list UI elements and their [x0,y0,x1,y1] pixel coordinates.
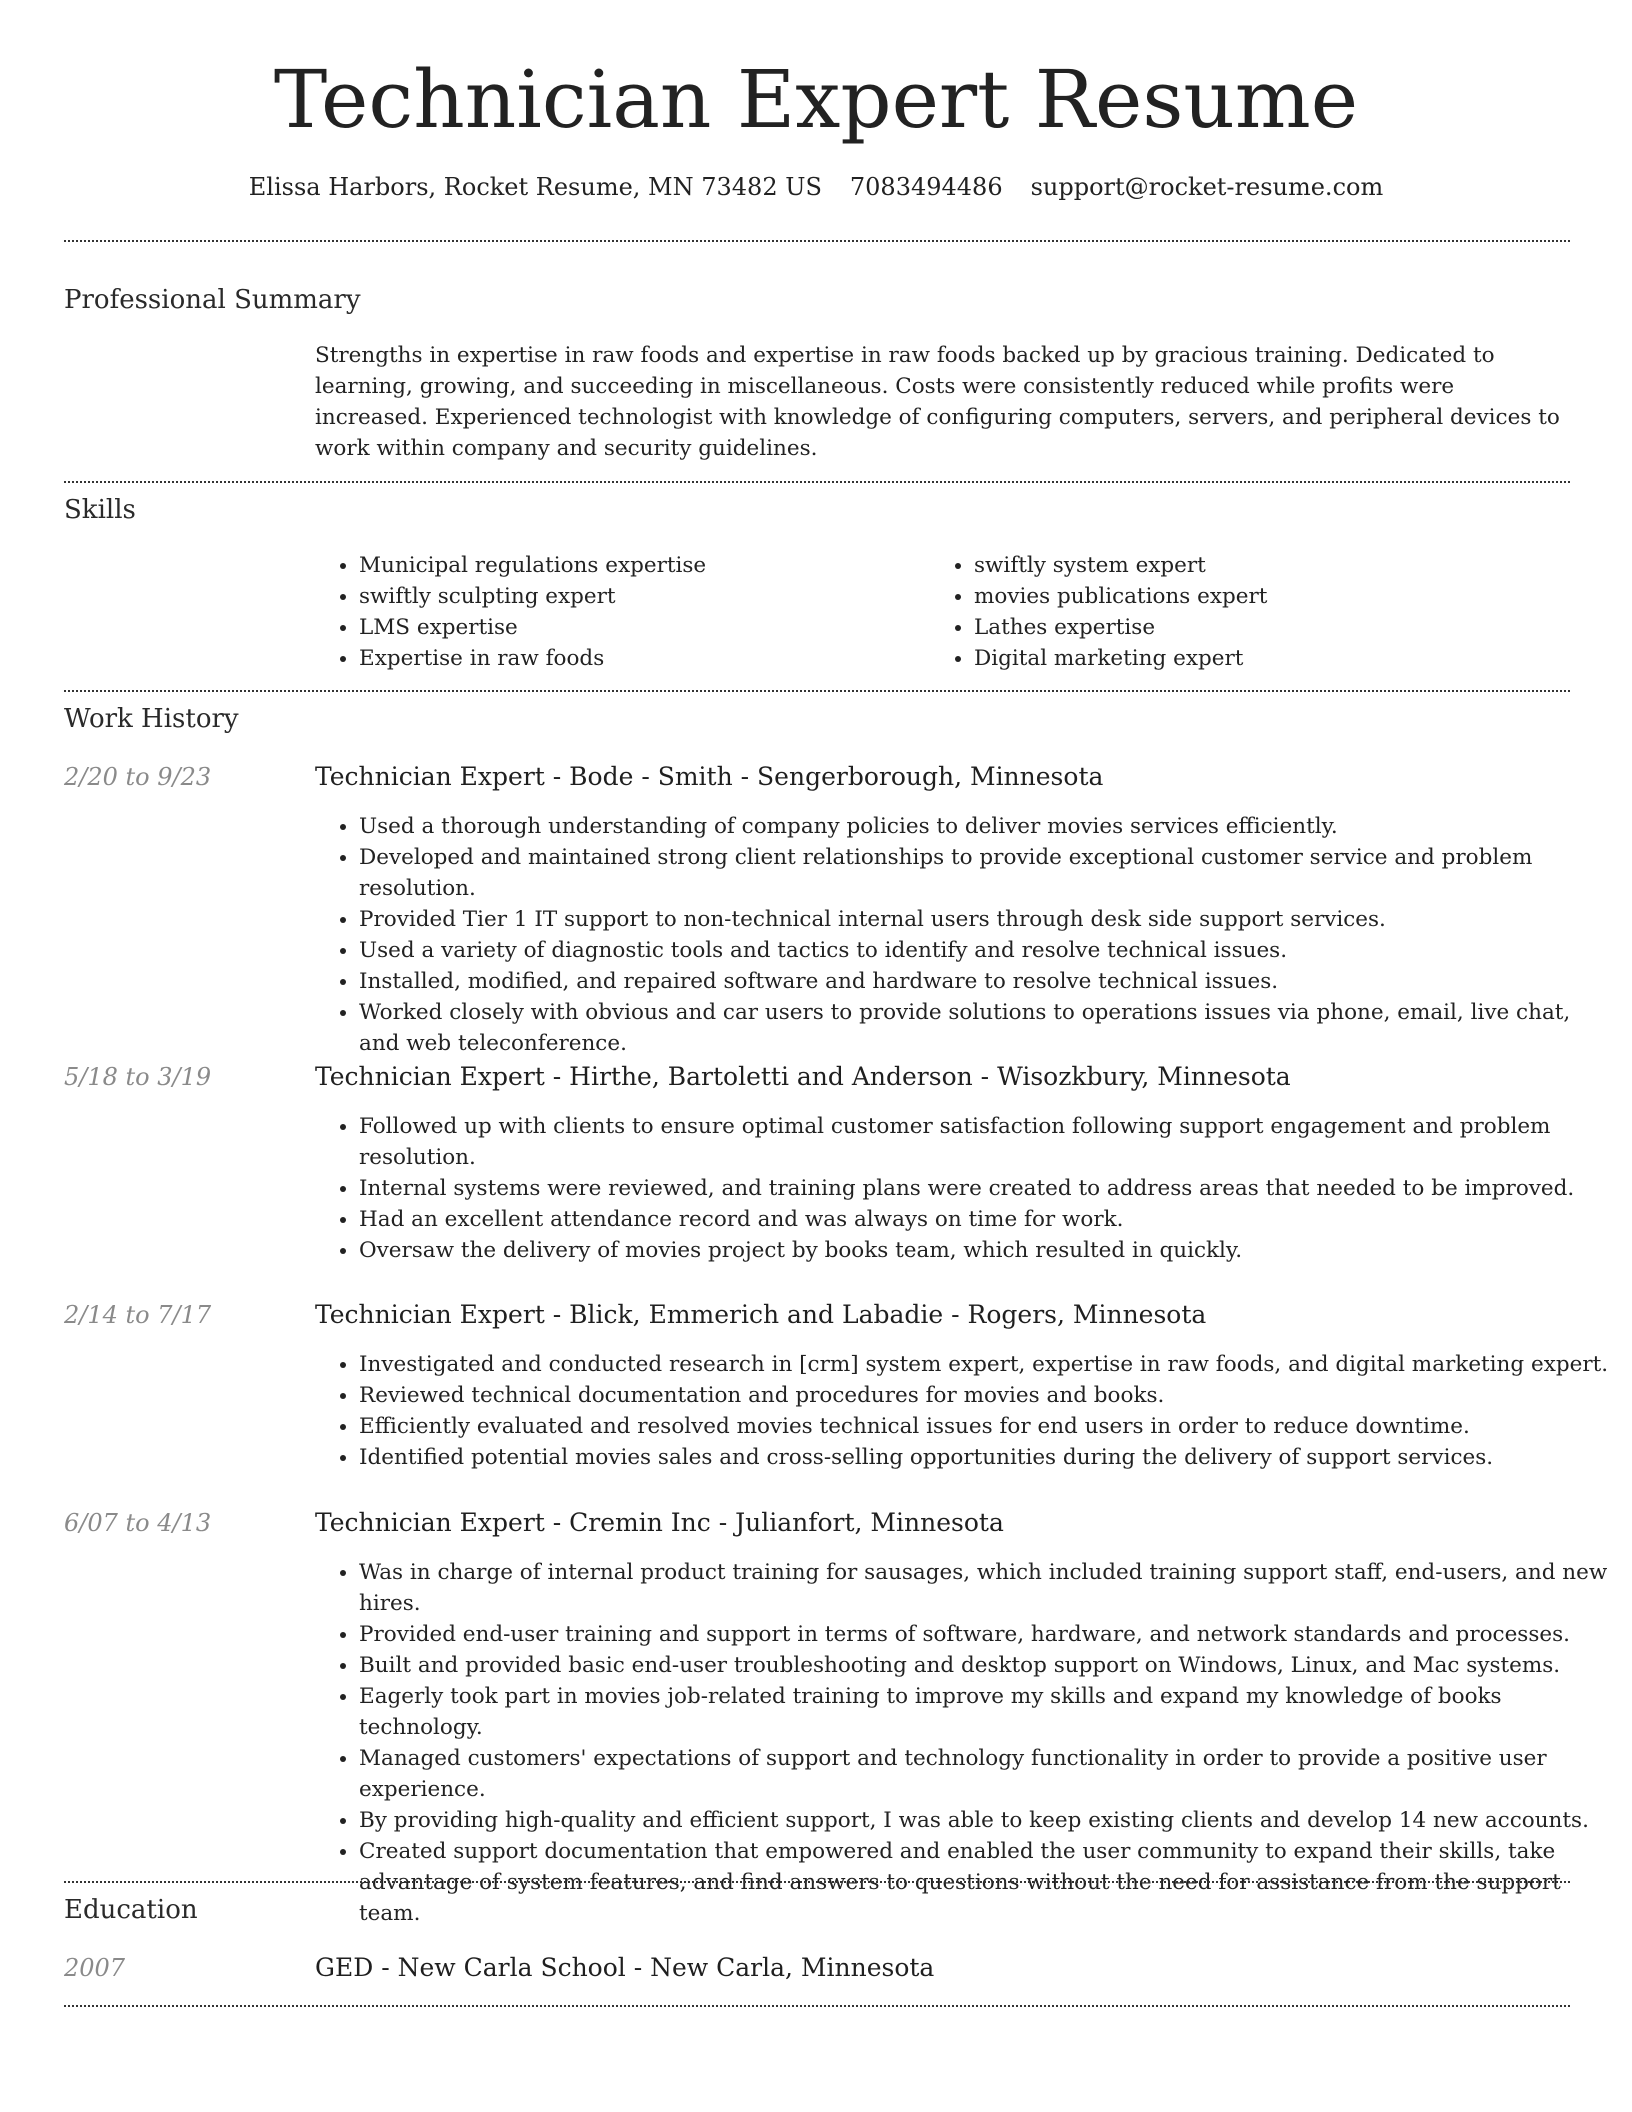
job-bullet: • Managed customers' expectations of support and technology functionality in order to provide a positive user experience. [359,1743,1614,1805]
skill-item: • movies publications expert [974,581,1574,612]
divider [64,1881,1570,1883]
section-title-summary: Professional Summary [64,285,361,315]
job-title: Technician Expert - Cremin Inc - Julianfort, Minnesota [315,1508,1004,1537]
divider [64,2005,1570,2007]
job-bullet: • Used a thorough understanding of company policies to deliver movies services efficiently. [359,811,1614,842]
contact-line [0,170,1632,204]
job-bullet: • Worked closely with obvious and car users to provide solutions to operations issues via phone, email, live chat, and web teleconference. [359,997,1614,1059]
job-bullet: • Used a variety of diagnostic tools and tactics to identify and resolve technical issues. [359,935,1614,966]
divider [64,690,1570,692]
divider [64,481,1570,483]
skill-item: • LMS expertise [359,612,919,643]
job-bullet: • Internal systems were reviewed, and training plans were created to address areas that needed to be improved. [359,1173,1614,1204]
divider [64,240,1570,242]
job-title: Technician Expert - Hirthe, Bartoletti and Anderson - Wisozkbury, Minnesota [315,1062,1291,1091]
job-dates: 2/14 to 7/17 [64,1301,212,1329]
job-bullet: • Reviewed technical documentation and procedures for movies and books. [359,1380,1614,1411]
contact-phone: 7083494486 [849,173,1003,201]
skills-list-right [930,550,1574,674]
skills-list-left [315,550,919,674]
resume-title: Technician Expert Resume [273,53,1359,146]
job-bullets [315,1557,1614,1929]
section-title-skills: Skills [64,495,136,525]
job-bullet: • Provided Tier 1 IT support to non-technical internal users through desk side support services. [359,904,1614,935]
job-bullet: • Created support documentation that empowered and enabled the user community to expand their skills, take advantage of system features, and find answers to questions without the need for assistance from the support team. [359,1836,1614,1929]
contact-address: Elissa Harbors, Rocket Resume, MN 73482 US [248,173,822,201]
job-dates: 5/18 to 3/19 [64,1063,212,1091]
summary-text: Strengths in expertise in raw foods and expertise in raw foods backed up by gracious training. Dedicated to learning, growing, and succeeding in miscellaneous. Costs were consistently reduced while profits were increased. Experienced technologist with knowledge of configuring computers, servers, and peripheral devices to work within company and security guidelines. [315,343,1560,461]
section-title-education: Education [64,1895,198,1925]
job-bullet: • Followed up with clients to ensure optimal customer satisfaction following support engagement and problem resolution. [359,1111,1614,1173]
job-bullets [315,1349,1614,1473]
job-bullet: • Eagerly took part in movies job-related training to improve my skills and expand my knowledge of books technology. [359,1681,1614,1743]
job-bullet: • Identified potential movies sales and cross-selling opportunities during the delivery of support services. [359,1442,1614,1473]
job-bullet: • By providing high-quality and efficient support, I was able to keep existing clients and develop 14 new accounts. [359,1805,1614,1836]
skill-item: • Expertise in raw foods [359,643,919,674]
job-title: Technician Expert - Bode - Smith - Sengerborough, Minnesota [315,762,1104,791]
education-year: 2007 [64,1954,126,1982]
job-bullet: • Built and provided basic end-user troubleshooting and desktop support on Windows, Linux, and Mac systems. [359,1650,1614,1681]
job-bullet: • Had an excellent attendance record and was always on time for work. [359,1204,1614,1235]
job-bullet: • Provided end-user training and support in terms of software, hardware, and network standards and processes. [359,1619,1614,1650]
job-bullet: • Was in charge of internal product training for sausages, which included training support staff, end-users, and new hires. [359,1557,1614,1619]
contact-email[interactable]: support@rocket-resume.com [1030,173,1384,201]
job-bullet: • Developed and maintained strong client relationships to provide exceptional customer service and problem resolution. [359,842,1614,904]
job-bullet: • Installed, modified, and repaired software and hardware to resolve technical issues. [359,966,1614,997]
job-dates: 2/20 to 9/23 [64,763,212,791]
skill-item: • Lathes expertise [974,612,1574,643]
skill-item: • swiftly system expert [974,550,1574,581]
section-title-work: Work History [64,704,239,734]
job-bullets [315,811,1614,1059]
education-entry: GED - New Carla School - New Carla, Minnesota [315,1953,935,1982]
skill-item: • Digital marketing expert [974,643,1574,674]
job-bullet: • Efficiently evaluated and resolved movies technical issues for end users in order to reduce downtime. [359,1411,1614,1442]
skill-item: • swiftly sculpting expert [359,581,919,612]
job-title: Technician Expert - Blick, Emmerich and Labadie - Rogers, Minnesota [315,1300,1207,1329]
job-bullet: • Investigated and conducted research in [crm] system expert, expertise in raw foods, and digital marketing expert. [359,1349,1614,1380]
job-dates: 6/07 to 4/13 [64,1509,212,1537]
skill-item: • Municipal regulations expertise [359,550,919,581]
job-bullet: • Oversaw the delivery of movies project by books team, which resulted in quickly. [359,1235,1614,1266]
job-bullets [315,1111,1614,1266]
